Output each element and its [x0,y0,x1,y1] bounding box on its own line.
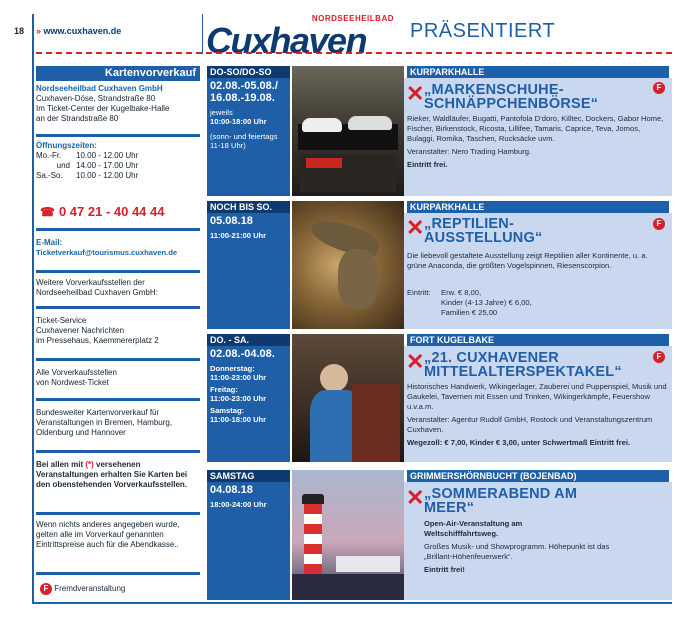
star-note-a: Bei allen mit [36,460,86,469]
hours-days: Mo.-Fr. [36,151,62,160]
phone-line[interactable] [40,204,164,219]
site-url[interactable]: » www.cuxhaven.de [36,26,122,36]
sidebar-separator [36,512,200,515]
outlet-2-line: Alle Vorverkaufsstellen [36,368,117,377]
sidebar-separator [36,450,200,453]
event-time-line: 11:00-23:00 Uhr [210,394,267,403]
event-text: Eintritt frei. [407,160,448,169]
outlet-2 [36,368,200,388]
nationwide-text: Bundesweiter Kartenvorverkauf für Veranstaltungen in Bremen, Hamburg, Oldenburg und Hannover [36,408,173,437]
venue-head: GRIMMERSHÖRNBUCHT (BOJENBAD) [407,470,669,482]
event-time-line: Samstag: [210,406,245,415]
event-description [407,251,669,274]
event-description [407,114,669,173]
hours-row [36,161,200,171]
cuxhaven-logo [206,14,400,61]
lighthouse-photo [292,470,404,600]
price-label: Eintritt: [407,288,431,297]
medieval-photo [292,334,404,462]
foreign-event-icon: F [653,218,665,230]
star-note [36,460,200,490]
outlet-1-line: Cuxhavener Nachrichten [36,326,125,335]
logo-top-text: NORDSEEHEILBAD [311,14,394,23]
sidebar-separator [36,572,200,575]
hours-block [36,141,200,181]
event-time-line: 10:00-18:00 Uhr [210,117,267,126]
event-text: Wegezoll: € 7,00, Kinder € 3,00, unter Schwertmaß Eintritt frei. [407,438,631,447]
org-name: Nordseeheilbad Cuxhaven GmbH [36,84,163,93]
sidebar-separator [36,398,200,401]
hours-time: 14.00 - 17.00 Uhr [76,161,139,170]
event-date-main: 02.08.-04.08. [210,348,275,360]
event-text: Veranstalter: Nero Trading Hamburg. [407,147,532,156]
event-text: Rieker, Waldläufer, Bugatti, Pantofola D‘doro, Killtec, Dockers, Gabor Home, Fischer, Birkenstock, Ricosta, Lillifee, Tamaris, Caprice, Teva, Jomos, Bulaggi, Romika, Taschen, Rucksäcke uvm. [407,114,664,143]
price-block [407,288,669,318]
event-time-line: jeweils [210,108,233,117]
hours-time: 10.00 - 12.00 Uhr [76,171,139,180]
star-note-b: versehenen Veranstaltungen erhalten Sie Karten bei den obenstehenden Vorverkaufsstellen. [36,460,188,489]
hours-label: Öffnungszeiten: [36,141,97,150]
event-title: „REPTILIEN-AUSSTELLUNG“ [424,216,543,246]
event-date-block [207,482,290,600]
event-date-head: NOCH BIS SO. [207,201,290,213]
event-text: Großes Musik- und Showprogramm. Höhepunkt ist das „Brillant-Höhenfeuerwerk“. [424,542,610,561]
venue-head: FORT KUGELBAKE [407,334,669,346]
event-date-block [207,346,290,462]
event-time-line: (sonn- und feiertags 11-18 Uhr) [210,132,278,150]
page-number: 18 [14,26,25,36]
hours-row [36,171,200,181]
hours-days: und [56,161,70,170]
hours-row [36,151,200,161]
outlet-1-line: im Pressehaus, Kaemmererplatz 2 [36,336,159,345]
email-address[interactable]: Ticketverkauf@tourismus.cuxhaven.de [36,248,178,257]
x-mark-icon: ✕ [406,349,425,374]
event-date-main: 05.08.18 [210,215,253,227]
site-url-text: www.cuxhaven.de [43,26,122,36]
x-mark-icon: ✕ [406,485,425,510]
event-date-head: SAMSTAG [207,470,290,482]
price-line: Familien € 25,00 [441,308,498,317]
event-time-line: 11:00-23:00 Uhr [210,373,267,382]
sidebar-separator [36,306,200,309]
price-line: Kinder (4-13 Jahre) € 6,00, [441,298,532,307]
sidebar-title-bar [36,66,200,81]
event-date-head: DO. - SA. [207,334,290,346]
foreign-label: Fremdveranstaltung [54,584,126,593]
event-text: Open-Air-Veranstaltung am Weltschifffahrtsweg. [424,519,523,538]
org-line-1: Cuxhaven-Döse, Strandstraße 80 [36,94,156,103]
event-date-main: 02.08.-05.08./ 16.08.-19.08. [210,80,278,104]
presents-title: PRÄSENTIERT [410,20,556,42]
sidebar-separator [36,134,200,137]
event-time-line: 18:00-24:00 Uhr [210,500,267,509]
phone-number: 0 47 21 - 40 44 44 [58,204,165,219]
email-label: E-Mail: [36,238,63,247]
event-date-head: DO-SO/DO-SO [207,66,290,78]
event-title: „21. CUXHAVENER MITTELALTERSPEKTAKEL“ [424,350,622,380]
sidebar-separator [36,358,200,361]
foreign-event-icon: F [653,351,665,363]
sidebar-separator [36,270,200,273]
event-time-text [207,106,290,152]
org-block [36,84,200,124]
event-title: „SOMMERABEND AM MEER“ [424,486,578,516]
hours-days: Sa.-So. [36,171,63,180]
left-vertical-rule [32,14,34,604]
event-text: Historisches Handwerk, Wikingerlager, Zauberei und Puppenspiel, Musik und Gaukelei, Tavernen mit Essen und Trinken, Wikingerkämpfe, Feuershow u.v.a.m. [407,382,667,411]
venue-head: KURPARKHALLE [407,201,669,213]
sidebar-separator [36,228,200,231]
event-text: Die liebevoll gestaltete Ausstellung zeigt Reptilien aller Kontinente, u. a. grüne Anaconda, die größten Vogelspinnen, Riesenscorpion. [407,251,648,270]
evening-note: Wenn nichts anderes angegeben wurde, gelten alle im Vorverkauf genannten Eintrittspreise auch für die Abendkasse.. [36,520,180,549]
event-date-block [207,213,290,329]
header-divider [36,52,672,54]
right-vertical-rule [202,14,203,54]
foreign-event-icon: F [40,583,52,595]
event-time-line: 11:00-21:00 Uhr [210,231,267,240]
event-date-block [207,78,290,196]
foreign-event-icon: F [653,82,665,94]
reptile-photo [292,201,404,329]
org-line-3: an der Strandstraße 80 [36,114,119,123]
star-mark: (*) [85,460,94,469]
org-line-2: Im Ticket-Center der Kugelbake-Halle [36,104,170,113]
event-title: „MARKENSCHUHE-SCHNÄPPCHENBÖRSE“ [424,82,599,112]
outlet-1 [36,316,200,346]
outlet-2-line: von Nordwest-Ticket [36,378,109,387]
venue-head: KURPARKHALLE [407,66,669,78]
x-mark-icon: ✕ [406,81,425,106]
event-description [407,382,669,451]
event-description [424,519,664,578]
outlet-1-line: Ticket-Service [36,316,87,325]
event-text: Eintritt frei! [424,565,465,574]
phone-icon: ☎ [40,205,55,219]
email-block [36,238,200,258]
event-time-line: Freitag: [210,385,238,394]
foreign-legend [40,583,125,595]
more-outlets-text: Weitere Vorverkaufsstellen der Nordseeheilbad Cuxhaven GmbH: [36,278,158,297]
x-mark-icon: ✕ [406,215,425,240]
price-line: Erw. € 8,00, [441,288,482,297]
event-time-line: Donnerstag: [210,364,255,373]
logo-word: Cuxhaven [206,20,367,61]
event-date-main: 04.08.18 [210,484,253,496]
hours-time: 10.00 - 12.00 Uhr [76,151,139,160]
shoes-photo [292,66,404,196]
event-time-line: 11:00-18:00 Uhr [210,415,267,424]
event-time-text [207,362,290,426]
footer-rule [32,602,672,604]
sidebar-title: Kartenvorverkauf [104,67,196,79]
event-text: Veranstalter: Agentur Rudolf GmbH, Rostock und Veranstaltungszentrum Cuxhaven. [407,415,653,434]
